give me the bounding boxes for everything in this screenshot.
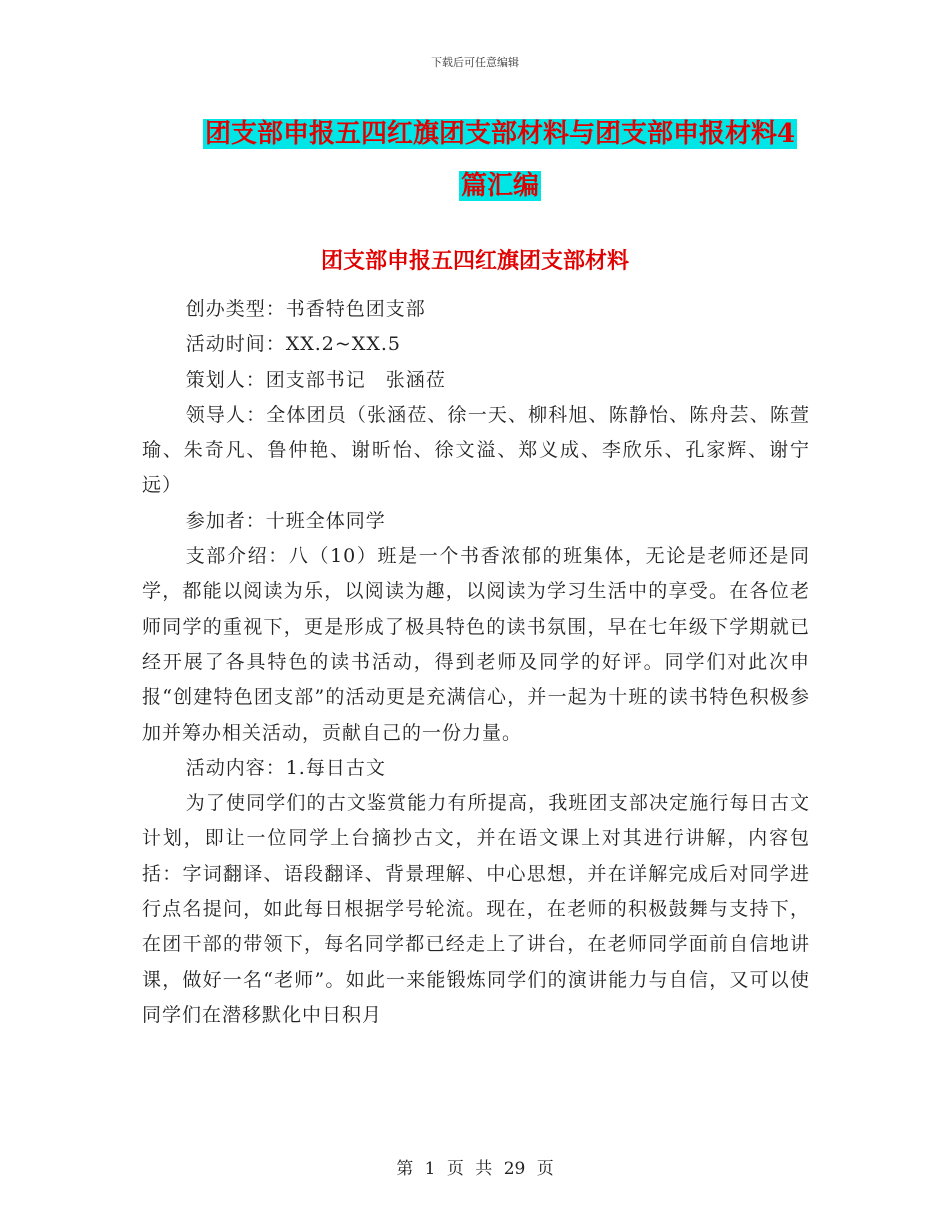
paragraph-participants: 参加者：十班全体同学	[185, 509, 386, 532]
paragraph-introduction: 支部介绍：八（10）班是一个书香浓郁的班集体，无论是老师还是同学，都能以阅读为乐，以阅读为趣，以阅读为学习生活中的享受。在各位老师同学的重视下，更是形成了极具特色的读书氛围，早在七年级下学期就已经开展了各具特色的读书活动，得到老师及同学的好评。同学们对此次申报“创建特色团支部”的活动更是充满信心，并一起为十班的读书特色积极参加并筹办相关活动，贡献自己的一份力量。	[142, 545, 810, 744]
paragraph-activity-detail: 为了使同学们的古文鉴赏能力有所提高，我班团支部决定施行每日古文计划，即让一位同学上台摘抄古文，并在语文课上对其进行讲解，内容包括：字词翻译、语段翻译、背景理解、中心思想，并在详解完成后对同学进行点名提问，如此每日根据学号轮流。现在，在老师的积极鼓舞与支持下，在团干部的带领下，每名同学都已经走上了讲台，在老师同学面前自信地讲课，做好一名“老师”。如此一来能锻炼同学们的演讲能力与自信，又可以使同学们在潜移默化中日积月	[142, 792, 810, 1026]
page-number-footer: 第 1 页 共 29 页	[396, 1159, 554, 1179]
document-title-line2: 篇汇编	[460, 171, 539, 201]
paragraph-leaders: 领导人：全体团员（张涵莅、徐一天、柳科旭、陈静怡、陈舟芸、陈萱瑜、朱奇凡、鲁仲艳、谢昕怡、徐文溢、郑义成、李欣乐、孔家辉、谢宁远）	[142, 403, 810, 497]
document-body	[142, 292, 810, 1033]
document-title-line1: 团支部申报五四红旗团支部材料与团支部申报材料4	[204, 119, 796, 149]
document-title	[160, 108, 840, 212]
paragraph-time: 活动时间：XX.2~XX.5	[185, 333, 401, 356]
section-title: 团支部申报五四红旗团支部材料	[320, 248, 629, 274]
paragraph-planner: 策划人：团支部书记 张涵莅	[185, 368, 446, 391]
page-header-note: 下载后可任意编辑	[431, 56, 519, 69]
paragraph-type: 创办类型：书香特色团支部	[185, 298, 426, 320]
paragraph-activity-content: 活动内容：1.每日古文	[185, 756, 386, 779]
